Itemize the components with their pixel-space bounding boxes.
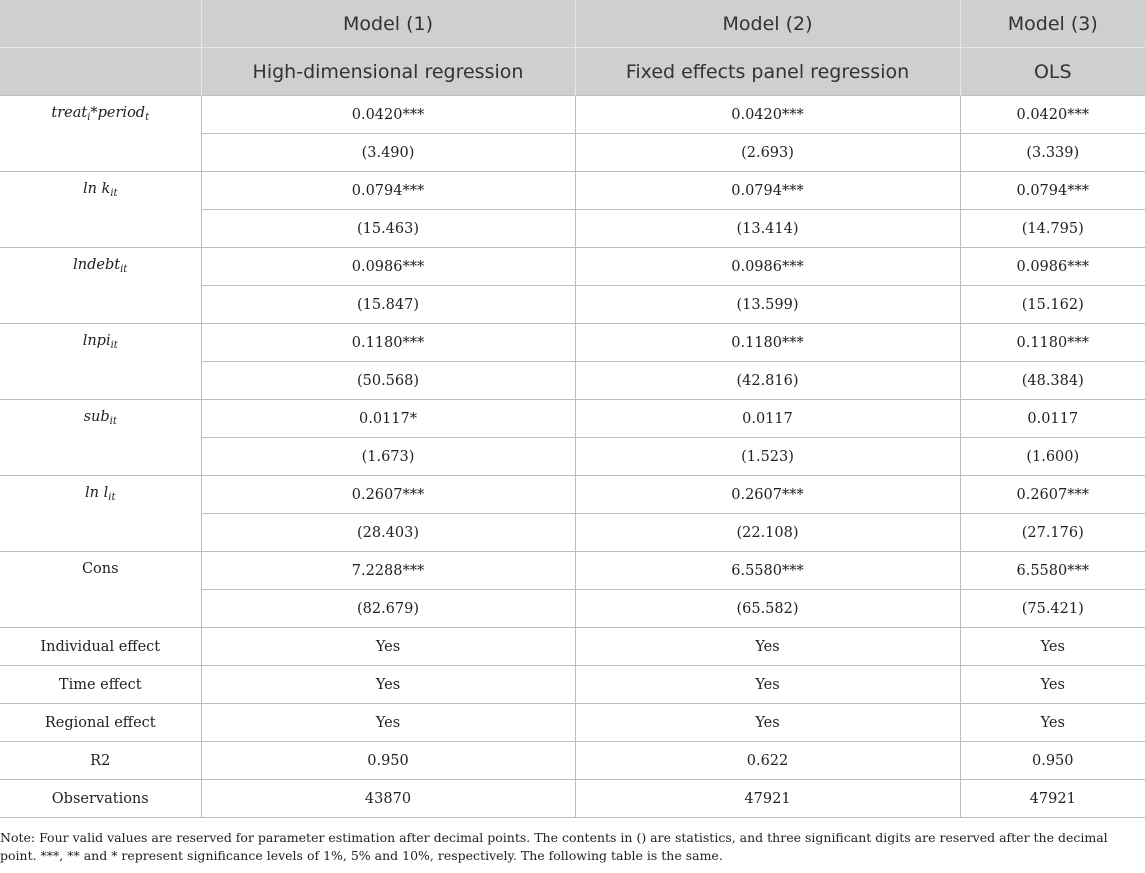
stat-cell: (28.403) <box>201 514 575 552</box>
value-cell: Yes <box>201 704 575 742</box>
table-row <box>0 248 1145 286</box>
variable-cons: Cons <box>0 552 201 628</box>
coef-cell: 0.0794*** <box>960 172 1145 210</box>
stat-cell: (15.463) <box>201 210 575 248</box>
method-3-header: OLS <box>960 48 1145 96</box>
stat-cell: (27.176) <box>960 514 1145 552</box>
table-note: Note: Four valid values are reserved for parameter estimation after decimal points. The contents in () are statistics, and three significant digits are reserved after the decimal point. ***, ** and * represent significance levels of 1%, 5% and 10%, respectively. The following table is the same. <box>0 830 1108 863</box>
stat-cell: (65.582) <box>575 590 960 628</box>
table-row <box>0 172 1145 210</box>
stat-cell: (1.600) <box>960 438 1145 476</box>
variable-lnpi: lnpi$_{it}$ <box>0 324 201 400</box>
value-cell: 43870 <box>201 780 575 818</box>
coef-cell: 0.0986*** <box>960 248 1145 286</box>
table-row <box>0 628 1145 666</box>
coef-cell: 0.2607*** <box>960 476 1145 514</box>
stat-cell: (15.847) <box>201 286 575 324</box>
table-row <box>0 476 1145 514</box>
row-label-observations: Observations <box>0 780 201 818</box>
value-cell: Yes <box>575 628 960 666</box>
value-cell: Yes <box>575 704 960 742</box>
variable-lnl: $\ln l_{it}$ <box>0 476 201 552</box>
coef-cell: 0.0986*** <box>201 248 575 286</box>
value-cell: 0.950 <box>960 742 1145 780</box>
table-row <box>0 742 1145 780</box>
value-cell: Yes <box>575 666 960 704</box>
table-row <box>0 96 1145 134</box>
value-cell: Yes <box>960 704 1145 742</box>
table-row <box>0 666 1145 704</box>
variable-sub: sub$_{it}$ <box>0 400 201 476</box>
coef-cell: 0.0117 <box>960 400 1145 438</box>
table-row <box>0 704 1145 742</box>
coef-cell: 7.2288*** <box>201 552 575 590</box>
coef-cell: 0.0117 <box>575 400 960 438</box>
coef-cell: 0.0420*** <box>960 96 1145 134</box>
coef-cell: 0.0420*** <box>201 96 575 134</box>
header-row-models <box>0 0 1145 48</box>
header-corner <box>0 0 201 48</box>
coef-cell: 0.1180*** <box>960 324 1145 362</box>
row-label-r2: R2 <box>0 742 201 780</box>
value-cell: 0.622 <box>575 742 960 780</box>
table-row <box>0 780 1145 818</box>
coef-cell: 0.0986*** <box>575 248 960 286</box>
stat-cell: (15.162) <box>960 286 1145 324</box>
value-cell: Yes <box>201 666 575 704</box>
stat-cell: (13.599) <box>575 286 960 324</box>
value-cell: Yes <box>201 628 575 666</box>
coef-cell: 0.0794*** <box>201 172 575 210</box>
row-label-individual-effect: Individual effect <box>0 628 201 666</box>
stat-cell: (22.108) <box>575 514 960 552</box>
stat-cell: (1.673) <box>201 438 575 476</box>
header-corner-2 <box>0 48 201 96</box>
stat-cell: (42.816) <box>575 362 960 400</box>
coef-cell: 0.0794*** <box>575 172 960 210</box>
coef-cell: 0.2607*** <box>201 476 575 514</box>
variable-lndebt: lndebt$_{it}$ <box>0 248 201 324</box>
coef-cell: 0.0420*** <box>575 96 960 134</box>
stat-cell: (1.523) <box>575 438 960 476</box>
value-cell: 47921 <box>960 780 1145 818</box>
model-3-header: Model (3) <box>960 0 1145 48</box>
stat-cell: (75.421) <box>960 590 1145 628</box>
stat-cell: (13.414) <box>575 210 960 248</box>
table-row <box>0 324 1145 362</box>
stat-cell: (48.384) <box>960 362 1145 400</box>
model-1-header: Model (1) <box>201 0 575 48</box>
stat-cell: (14.795) <box>960 210 1145 248</box>
value-cell: 47921 <box>575 780 960 818</box>
coef-cell: 0.1180*** <box>575 324 960 362</box>
stat-cell: (3.490) <box>201 134 575 172</box>
value-cell: Yes <box>960 628 1145 666</box>
method-1-header: High-dimensional regression <box>201 48 575 96</box>
variable-treat-period: treat$_i$*period$_t$ <box>0 96 201 172</box>
table-row <box>0 400 1145 438</box>
value-cell: Yes <box>960 666 1145 704</box>
stat-cell: (2.693) <box>575 134 960 172</box>
table-row <box>0 552 1145 590</box>
coef-cell: 6.5580*** <box>960 552 1145 590</box>
stat-cell: (82.679) <box>201 590 575 628</box>
coef-cell: 0.2607*** <box>575 476 960 514</box>
coef-cell: 0.0117* <box>201 400 575 438</box>
method-2-header: Fixed effects panel regression <box>575 48 960 96</box>
coef-cell: 0.1180*** <box>201 324 575 362</box>
row-label-regional-effect: Regional effect <box>0 704 201 742</box>
stat-cell: (3.339) <box>960 134 1145 172</box>
model-2-header: Model (2) <box>575 0 960 48</box>
value-cell: 0.950 <box>201 742 575 780</box>
stat-cell: (50.568) <box>201 362 575 400</box>
row-label-time-effect: Time effect <box>0 666 201 704</box>
coef-cell: 6.5580*** <box>575 552 960 590</box>
variable-lnk: $\ln k_{it}$ <box>0 172 201 248</box>
header-row-methods <box>0 48 1145 96</box>
